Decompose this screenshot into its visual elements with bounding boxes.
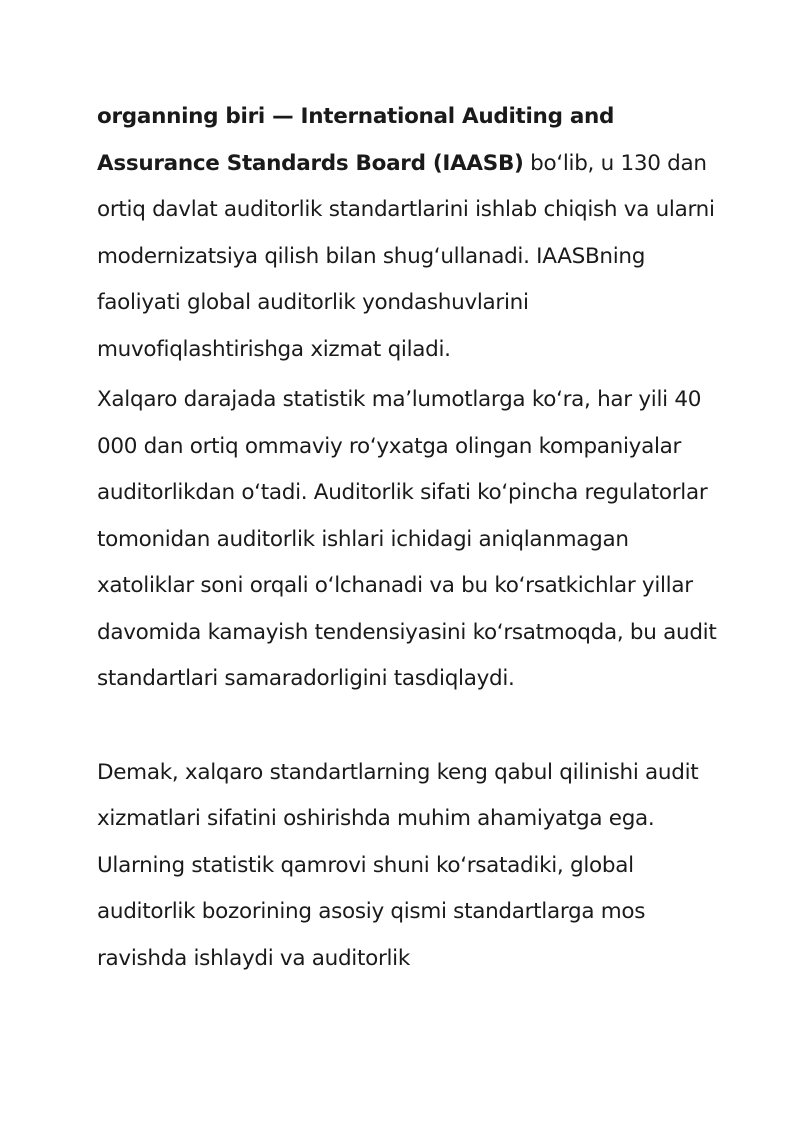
document-page bbox=[97, 94, 727, 982]
paragraph-bold-prefix: organning biri — International Auditing and Assurance Standards Board (IAASB) bbox=[97, 104, 615, 176]
paragraph-iaasb bbox=[97, 94, 727, 373]
paragraph-conclusion: Demak, xalqaro standartlarning keng qabul qilinishi audit xizmatlari sifatini oshirishda muhim ahamiyatga ega. Ularning statistik qamrovi shuni ko‘rsatadiki, global auditorlik bozorining asosiy qismi standartlarga mos ravishda ishlaydi va auditorlik bbox=[97, 759, 699, 971]
paragraph-text: bo‘lib, u 130 dan ortiq davlat auditorlik standartlarini ishlab chiqish va ularni modernizatsiya qilish bilan shug‘ullanadi. IAASBning faoliyati global auditorlik yondashuvlarini muvofiqlashtirishga xizmat qiladi. bbox=[97, 150, 715, 362]
paragraph-statistics: Xalqaro darajada statistik ma’lumotlarga ko‘ra, har yili 40 000 dan ortiq ommaviy ro‘yxatga olingan kompaniyalar auditorlikdan o‘tadi. Auditorlik sifati ko‘pincha regulatorlar tomonidan auditorlik ishlari ichidagi aniqlanmagan xatoliklar soni orqali o‘lchanadi va bu ko‘rsatkichlar yillar davomida kamayish tendensiyasini ko‘rsatmoqda, bu audit standartlari samaradorligini tasdiqlaydi. bbox=[97, 387, 717, 691]
